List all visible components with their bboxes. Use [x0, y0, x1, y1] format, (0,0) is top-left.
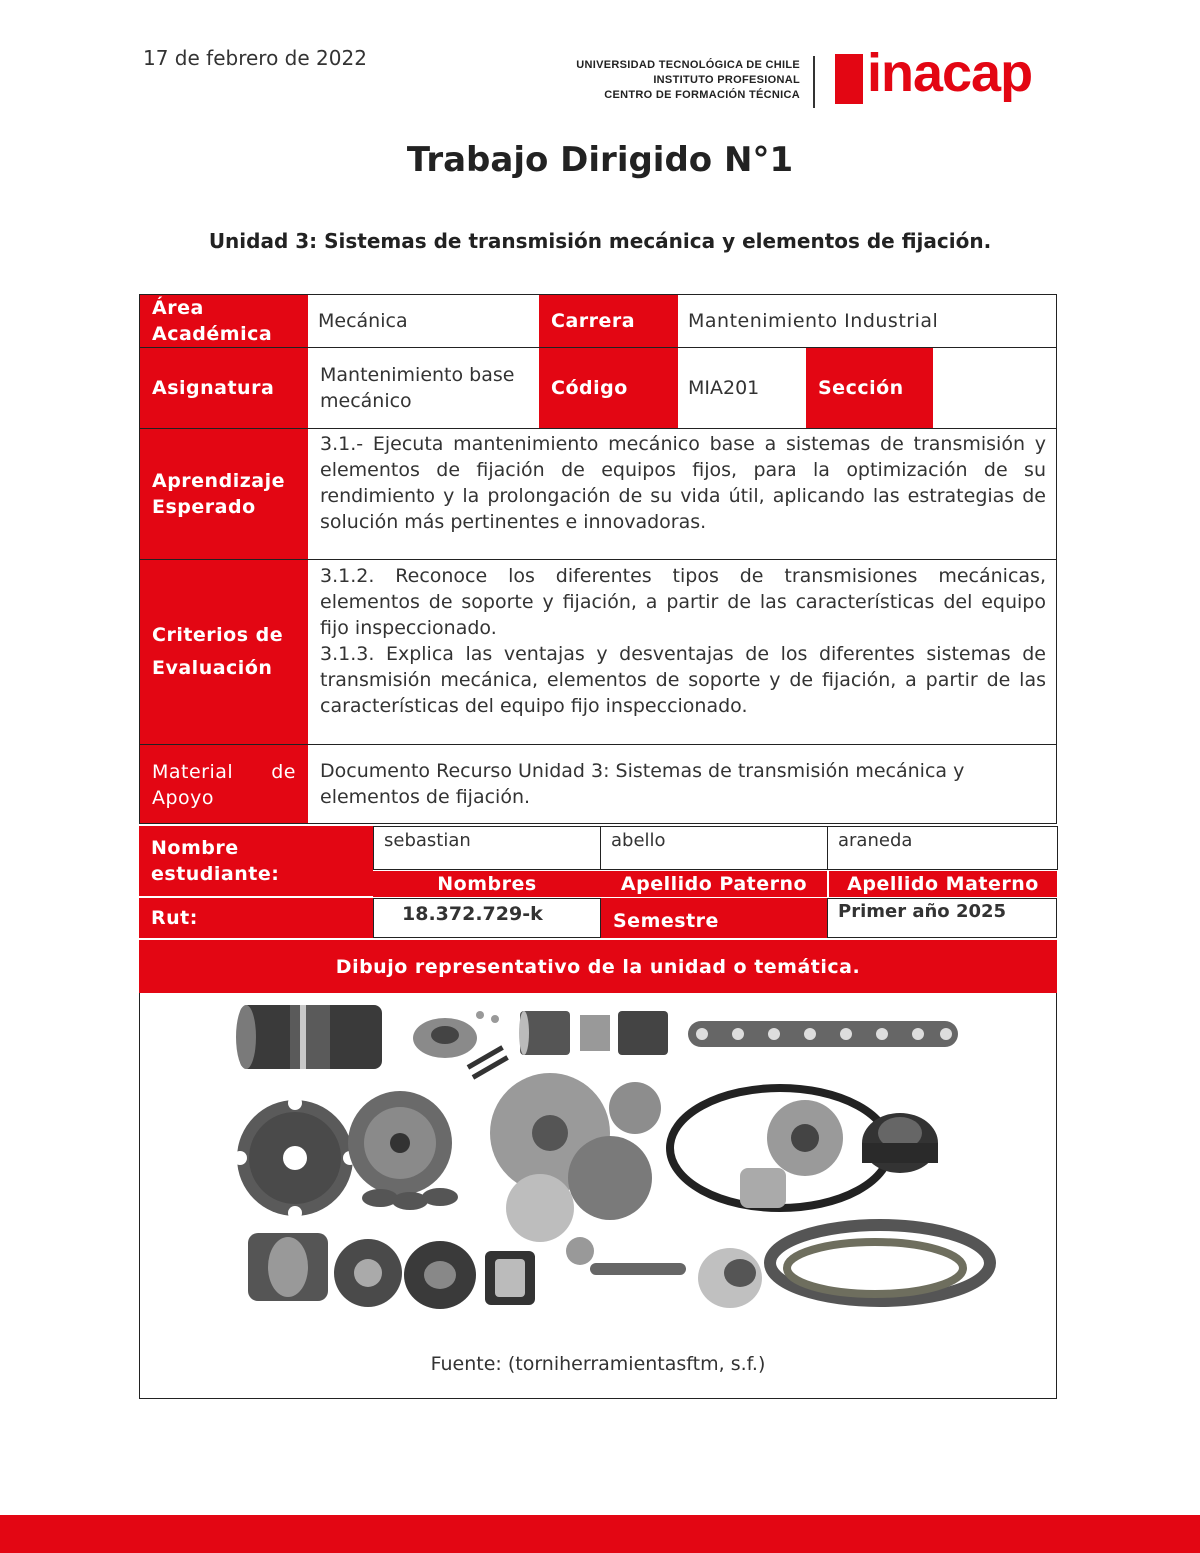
row-divider [139, 428, 1057, 429]
page-title: Trabajo Dirigido N°1 [406, 140, 794, 180]
criterios-label: Criterios de Evaluación [140, 560, 308, 744]
criterios-value [310, 560, 1056, 744]
material-label: Material de Apoyo [140, 745, 308, 823]
spline-hub-icon [862, 1113, 938, 1173]
semestre-label: Semestre [601, 898, 827, 938]
seccion-label: Sección [806, 348, 933, 428]
lock-bushing-icon [485, 1251, 535, 1305]
inacap-logo [576, 43, 1055, 122]
image-source-caption: Fuente: (torniherramientasftm, s.f.) [430, 1353, 766, 1375]
v-belt-icon [770, 1225, 990, 1301]
area-label: Área Académica [140, 295, 308, 347]
document-date: 17 de febrero de 2022 [143, 46, 367, 70]
logo-brand: inacap [867, 43, 1033, 103]
student-materno-value: araneda [827, 826, 1058, 870]
small-chain-icon [590, 1263, 686, 1275]
roller-chain-icon [688, 1021, 958, 1047]
logo-institution-lines: UNIVERSIDAD TECNOLÓGICA DE CHILE INSTITUTO PROFESIONAL CENTRO DE FORMACIÓN TÉCNICA [576, 59, 800, 101]
logo-divider [813, 56, 815, 108]
logo-red-mark [835, 54, 863, 104]
unit-title: Unidad 3: Sistemas de transmisión mecánica y elementos de fijación. [208, 229, 992, 253]
belt-drive-icon [670, 1088, 890, 1208]
clutch-icon [248, 1233, 328, 1301]
asignatura-label: Asignatura [140, 348, 308, 428]
student-name-label: Nombre estudiante: [139, 826, 373, 896]
semestre-value: Primer año 2025 [827, 898, 1057, 938]
shaft-bushing-icon [698, 1248, 762, 1308]
taper-bushing-icon [413, 1011, 509, 1080]
aprendizaje-value: 3.1.- Ejecuta mantenimiento mecánico base a sistemas de transmisión y elementos de fijación de equipos fijos, para la optimización de su rendimiento y la prolongación de su vida útil, aplicando las estrategias de solución más pertinentes e innovadoras. [310, 429, 1056, 559]
material-value: Documento Recurso Unidad 3: Sistemas de transmisión mecánica y elementos de fijación. [310, 745, 1056, 823]
student-paterno-value: abello [600, 826, 828, 870]
carrera-value: Mantenimiento Industrial [678, 295, 1056, 347]
sprocket-icon [233, 1096, 357, 1220]
criterio-item: 3.1.3. Explica las ventajas y desventajas de los diferentes sistemas de transmisión mecánica, elementos de soporte y de fijación, a partir de las características del equipo fijo inspeccionado. [320, 643, 1046, 717]
area-value: Mecánica [308, 295, 539, 347]
asignatura-value: Mantenimiento base mecánico [310, 348, 539, 428]
jaw-coupling-icon [236, 1005, 382, 1069]
col-materno-label: Apellido Materno [829, 871, 1057, 897]
flexible-coupling-icon [334, 1239, 402, 1307]
student-nombres-value: sebastian [373, 826, 601, 870]
drawing-heading: Dibujo representativo de la unidad o temática. [139, 940, 1057, 993]
gear-set-icon [490, 1073, 661, 1265]
codigo-label: Código [539, 348, 678, 428]
carrera-label: Carrera [539, 295, 678, 347]
shaft-coupling-icon [519, 1011, 668, 1055]
rut-label: Rut: [139, 898, 373, 938]
aprendizaje-label: Aprendizaje Esperado [140, 429, 308, 559]
row-divider [139, 347, 1057, 348]
mechanical-parts-illustration [140, 993, 1056, 1343]
col-paterno-label: Apellido Paterno [601, 871, 827, 897]
row-divider [139, 559, 1057, 560]
row-divider [139, 744, 1057, 745]
criterio-item: 3.1.2. Reconoce los diferentes tipos de transmisiones mecánicas, elementos de soporte y fijación, a partir de las características del equipo fijo inspeccionado. [320, 565, 1046, 639]
col-nombres-label: Nombres [373, 871, 601, 897]
pulley-set-icon [348, 1091, 458, 1210]
footer-bar [0, 1515, 1200, 1553]
bushing-pulley-icon [404, 1241, 476, 1309]
seccion-value [935, 348, 1056, 428]
drawing-area [139, 993, 1057, 1399]
rut-value: 18.372.729-k [373, 898, 601, 938]
codigo-value: MIA201 [678, 348, 806, 428]
